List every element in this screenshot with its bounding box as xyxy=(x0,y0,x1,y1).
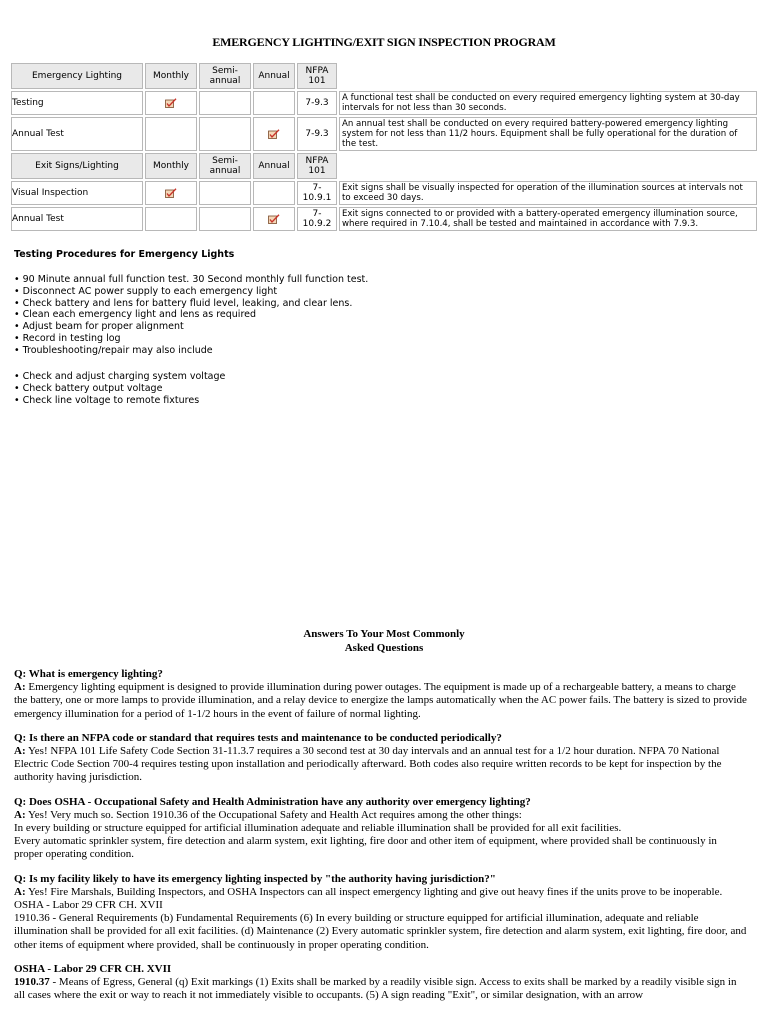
answer-text: Yes! Fire Marshals, Building Inspectors, and OSHA Inspectors can all inspect emergency lighting and give out heavy fines if the units prove to be inoperable. xyxy=(25,885,723,898)
annual-cell xyxy=(253,117,295,151)
checkbox-check-icon xyxy=(165,98,177,108)
faq-answer xyxy=(14,886,748,899)
list-item: • Record in testing log xyxy=(14,333,368,345)
checkbox-check-icon xyxy=(165,188,177,198)
table-header-cell: NFPA 101 xyxy=(297,63,337,89)
faq-answer xyxy=(14,809,748,822)
requirement-description: Exit signs shall be visually inspected for operation of the illumination sources at intervals not to exceed 30 days. xyxy=(339,181,757,205)
row-label: Testing xyxy=(11,91,143,115)
list-item: • Troubleshooting/repair may also include xyxy=(14,345,368,357)
monthly-cell xyxy=(145,207,197,231)
table-header-row xyxy=(11,153,757,179)
inspection-table xyxy=(9,61,759,233)
faq-item xyxy=(14,796,748,862)
table-row xyxy=(11,117,757,151)
faq-answer xyxy=(14,681,748,721)
answer-text: Emergency lighting equipment is designed to provide illumination during power outages. The equipment is made up of a rechargeable battery, a means to charge the battery, one or more lamps to provide illumination, and a relay device to energize the lamps automatically when the AC power fails. The battery is sized to provide emergency illumination for a period of 1-1/2 hours in the event of failure of normal lighting. xyxy=(14,681,747,720)
semiannual-cell xyxy=(199,91,251,115)
procedures-list-repair xyxy=(14,371,225,406)
row-label: Annual Test xyxy=(11,117,143,151)
table-header-cell: Annual xyxy=(253,63,295,89)
faq-section xyxy=(14,668,748,1002)
requirement-description: Exit signs connected to or provided with a battery-operated emergency illumination source, where required in 7.10.4, shall be tested and maintained in accordance with 7.9.3. xyxy=(339,207,757,231)
table-header-cell: Exit Signs/Lighting xyxy=(11,153,143,179)
osha-section-text: - Means of Egress, General (q) Exit markings (1) Exits shall be marked by a readily visible sign. Access to exits shall be marked by a readily visible sign in all cases where the exit or way to reach it not immediately visible to occupants. (5) A sign reading "Exit", or similar designation, with an arrow xyxy=(14,976,737,1002)
table-header-cell: Semi- annual xyxy=(199,153,251,179)
table-row xyxy=(11,207,757,231)
faq-heading xyxy=(0,628,768,655)
annual-cell xyxy=(253,207,295,231)
faq-question: Q: Is my facility likely to have its emergency lighting inspected by "the authority having jurisdiction?" xyxy=(14,872,496,885)
faq-item xyxy=(14,668,748,721)
list-item: • Check line voltage to remote fixtures xyxy=(14,395,225,407)
faq-answer-line: OSHA - Labor 29 CFR CH. XVII xyxy=(14,899,163,912)
answer-prefix: A: xyxy=(14,808,26,821)
faq-heading-line-1: Answers To Your Most Commonly xyxy=(303,628,465,640)
answer-text: Yes! Very much so. Section 1910.36 of the Occupational Safety and Health Act requires among the other things: xyxy=(25,808,522,821)
table-header-blank xyxy=(339,63,757,89)
procedures-heading: Testing Procedures for Emergency Lights xyxy=(14,249,235,260)
semiannual-cell xyxy=(199,117,251,151)
faq-item xyxy=(14,732,748,785)
answer-prefix: A: xyxy=(14,745,26,758)
list-item: • Adjust beam for proper alignment xyxy=(14,321,368,333)
faq-question: Q: What is emergency lighting? xyxy=(14,668,163,680)
document-title: EMERGENCY LIGHTING/EXIT SIGN INSPECTION PROGRAM xyxy=(212,35,556,49)
list-item: • Clean each emergency light and lens as required xyxy=(14,309,368,321)
table-header-cell: Emergency Lighting xyxy=(11,63,143,89)
semiannual-cell xyxy=(199,207,251,231)
table-row xyxy=(11,91,757,115)
table-header-blank xyxy=(339,153,757,179)
monthly-cell xyxy=(145,91,197,115)
list-item: • Check battery output voltage xyxy=(14,383,225,395)
row-label: Annual Test xyxy=(11,207,143,231)
faq-answer-line: 1910.36 - General Requirements (b) Fundamental Requirements (6) In every building or structure equipped for artificial illumination, adequate and reliable illumination shall be provided for all exit facilities. (d) Maintenance (2) Every automatic sprinkler system, fire detection and alarm system, exit lighting, fire door, and other items of equipment where provided, shall be continuously in proper operating condition. xyxy=(14,912,747,951)
procedures-list-primary xyxy=(14,274,368,357)
faq-answer xyxy=(14,745,748,785)
requirement-description: An annual test shall be conducted on every required battery-powered emergency lighting system for not less than 11/2 hours. Equipment shall be fully operational for the duration of the test. xyxy=(339,117,757,151)
table-row xyxy=(11,181,757,205)
faq-heading-line-2: Asked Questions xyxy=(344,641,424,654)
answer-text: Yes! NFPA 101 Life Safety Code Section 31-11.3.7 requires a 30 second test at 30 day intervals and an annual test for a 1/2 hour duration. NFPA 70 National Electric Code Section 700-4 requires testing upon installation and periodically afterward. Both codes also require written records to be kept for inspection by the authority having jurisdiction. xyxy=(14,745,722,784)
table-header-row xyxy=(11,63,757,89)
list-item: • Check battery and lens for battery fluid level, leaking, and clear lens. xyxy=(14,298,368,310)
monthly-cell xyxy=(145,181,197,205)
faq-question: Q: Is there an NFPA code or standard that requires tests and maintenance to be conducted periodically? xyxy=(14,731,502,744)
nfpa-code-cell: 7-10.9.2 xyxy=(297,207,337,231)
row-label: Visual Inspection xyxy=(11,181,143,205)
table-header-cell: NFPA 101 xyxy=(297,153,337,179)
answer-prefix: A: xyxy=(14,885,26,898)
answer-prefix: A: xyxy=(14,681,26,694)
faq-answer-line: In every building or structure equipped for artificial illumination adequate and reliable illumination shall be provided for all exit facilities. xyxy=(14,822,622,835)
osha-section-number: 1910.37 xyxy=(14,976,50,989)
nfpa-code-cell: 7-10.9.1 xyxy=(297,181,337,205)
annual-cell xyxy=(253,181,295,205)
semiannual-cell xyxy=(199,181,251,205)
faq-question: Q: Does OSHA - Occupational Safety and Health Administration have any authority over emergency lighting? xyxy=(14,795,531,808)
osha-heading: OSHA - Labor 29 CFR CH. XVII xyxy=(14,962,172,975)
checkbox-check-icon xyxy=(268,214,280,224)
nfpa-code-cell: 7-9.3 xyxy=(297,117,337,151)
faq-answer-line: Every automatic sprinkler system, fire detection and alarm system, exit lighting, fire door and other item of equipment, where provided shall be continuously in proper operating condition. xyxy=(14,835,717,861)
table-header-cell: Monthly xyxy=(145,63,197,89)
list-item: • Check and adjust charging system voltage xyxy=(14,371,225,383)
list-item: • Disconnect AC power supply to each emergency light xyxy=(14,286,368,298)
osha-excerpt xyxy=(14,963,748,1003)
table-header-cell: Semi- annual xyxy=(199,63,251,89)
table-header-cell: Annual xyxy=(253,153,295,179)
monthly-cell xyxy=(145,117,197,151)
checkbox-check-icon xyxy=(268,129,280,139)
osha-text xyxy=(14,976,748,1002)
annual-cell xyxy=(253,91,295,115)
list-item: • 90 Minute annual full function test. 30 Second monthly full function test. xyxy=(14,274,368,286)
faq-item xyxy=(14,873,748,952)
nfpa-code-cell: 7-9.3 xyxy=(297,91,337,115)
requirement-description: A functional test shall be conducted on every required emergency lighting system at 30-day intervals for not less than 30 seconds. xyxy=(339,91,757,115)
table-header-cell: Monthly xyxy=(145,153,197,179)
